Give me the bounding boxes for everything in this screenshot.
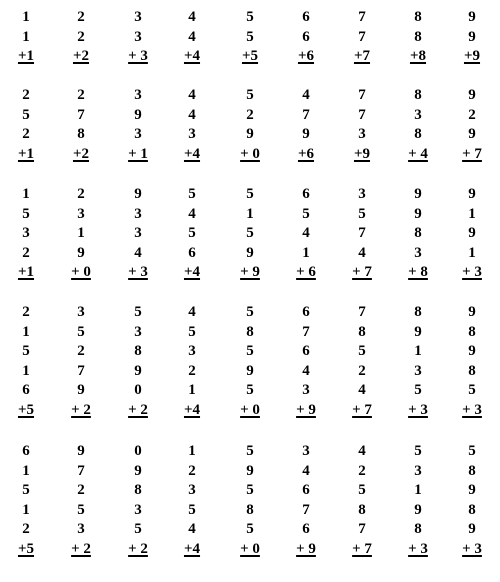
addend-cell: 9 — [414, 205, 422, 222]
addend-cell: 5 — [246, 225, 254, 242]
addend-row — [0, 8, 500, 28]
addend-row — [0, 481, 500, 501]
addend-cell: 7 — [358, 87, 366, 103]
addend-cell: 5 — [302, 205, 310, 222]
addend-cell: 5 — [134, 304, 142, 320]
addend-cell: 1 — [468, 244, 476, 261]
addend-cell: 9 — [414, 186, 422, 202]
addend-cell: 5 — [22, 106, 30, 123]
addend-cell: 5 — [358, 482, 366, 499]
last-addend-cell: + 3 — [128, 48, 148, 65]
addend-cell: 5 — [246, 482, 254, 499]
addend-row — [0, 125, 500, 145]
addend-cell: 8 — [414, 521, 422, 538]
addend-cell: 3 — [134, 225, 142, 242]
addend-cell: 3 — [134, 501, 142, 518]
last-addend-cell: + 3 — [408, 401, 428, 418]
addend-cell: 5 — [246, 521, 254, 538]
addend-cell: 9 — [246, 244, 254, 261]
addend-cell: 5 — [246, 87, 254, 103]
addend-cell: 3 — [134, 28, 142, 45]
problem-block — [0, 86, 500, 164]
addend-cell: 2 — [188, 362, 196, 379]
addend-cell: 1 — [414, 343, 422, 360]
addend-cell: 3 — [77, 304, 85, 320]
addend-cell: 4 — [188, 205, 196, 222]
addend-cell: 7 — [358, 521, 366, 538]
addend-row — [0, 442, 500, 462]
addend-row — [0, 86, 500, 106]
addend-cell: 1 — [22, 28, 30, 45]
addend-cell: 6 — [302, 482, 310, 499]
addend-cell: 9 — [77, 244, 85, 261]
addend-cell: 1 — [302, 244, 310, 261]
last-addend-cell: +4 — [183, 401, 201, 418]
addend-cell: 5 — [77, 323, 85, 340]
addend-cell: 2 — [22, 521, 30, 538]
addend-cell: 5 — [188, 501, 196, 518]
addend-cell: 9 — [468, 482, 476, 499]
addend-cell: 5 — [414, 443, 422, 459]
addend-cell: 9 — [468, 126, 476, 143]
addend-cell: 9 — [77, 382, 85, 399]
last-addend-cell: + 0 — [71, 264, 91, 281]
addend-cell: 8 — [134, 482, 142, 499]
addend-cell: 5 — [246, 343, 254, 360]
addend-cell: 3 — [188, 482, 196, 499]
last-addend-cell: + 3 — [408, 540, 428, 557]
addend-row — [0, 244, 500, 264]
addend-cell: 9 — [246, 126, 254, 143]
addend-cell: 8 — [468, 323, 476, 340]
addend-cell: 8 — [414, 126, 422, 143]
addend-cell: 0 — [134, 382, 142, 399]
addend-cell: 3 — [358, 186, 366, 202]
addend-cell: 9 — [246, 462, 254, 479]
addend-cell: 2 — [358, 462, 366, 479]
addend-cell: 5 — [246, 304, 254, 320]
last-addend-cell: +1 — [17, 145, 35, 162]
addend-cell: 9 — [77, 443, 85, 459]
last-addend-cell: +5 — [17, 401, 35, 418]
addend-cell: 4 — [302, 362, 310, 379]
addend-cell: 8 — [468, 362, 476, 379]
last-addend-cell: + 9 — [240, 264, 260, 281]
addend-cell: 9 — [414, 501, 422, 518]
addend-cell: 3 — [358, 126, 366, 143]
addend-cell: 5 — [246, 443, 254, 459]
addend-cell: 8 — [468, 501, 476, 518]
addend-cell: 4 — [302, 87, 310, 103]
addend-cell: 5 — [414, 382, 422, 399]
addend-cell: 8 — [77, 126, 85, 143]
addend-cell: 8 — [414, 9, 422, 25]
addend-cell: 3 — [77, 205, 85, 222]
addend-row-last — [0, 47, 500, 67]
last-addend-cell: + 3 — [462, 264, 482, 281]
addend-row — [0, 28, 500, 48]
addend-cell: 2 — [77, 343, 85, 360]
addend-cell: 1 — [246, 205, 254, 222]
last-addend-cell: +5 — [17, 540, 35, 557]
addend-cell: 2 — [77, 186, 85, 202]
addend-cell: 7 — [358, 28, 366, 45]
addend-cell: 8 — [414, 28, 422, 45]
last-addend-cell: + 7 — [462, 145, 482, 162]
addend-cell: 5 — [134, 521, 142, 538]
addend-cell: 3 — [188, 343, 196, 360]
addend-cell: 5 — [468, 443, 476, 459]
last-addend-cell: +2 — [72, 48, 90, 65]
addend-cell: 3 — [134, 323, 142, 340]
last-addend-cell: +9 — [353, 145, 371, 162]
addend-cell: 1 — [188, 382, 196, 399]
addend-cell: 9 — [468, 304, 476, 320]
addend-cell: 4 — [302, 462, 310, 479]
last-addend-cell: +6 — [297, 48, 315, 65]
addend-row — [0, 323, 500, 343]
addend-cell: 0 — [134, 443, 142, 459]
addend-cell: 2 — [77, 28, 85, 45]
addend-cell: 8 — [414, 87, 422, 103]
last-addend-cell: + 7 — [352, 264, 372, 281]
last-addend-cell: + 3 — [128, 264, 148, 281]
addend-cell: 5 — [77, 501, 85, 518]
addend-cell: 9 — [468, 343, 476, 360]
addend-cell: 7 — [302, 106, 310, 123]
last-addend-cell: + 6 — [296, 264, 316, 281]
addend-cell: 3 — [77, 521, 85, 538]
last-addend-cell: + 7 — [352, 540, 372, 557]
addend-cell: 3 — [22, 225, 30, 242]
addend-cell: 1 — [22, 323, 30, 340]
addend-cell: 9 — [134, 462, 142, 479]
addend-cell: 9 — [134, 186, 142, 202]
addend-cell: 1 — [414, 482, 422, 499]
addend-cell: 8 — [414, 304, 422, 320]
last-addend-cell: +2 — [72, 145, 90, 162]
addend-cell: 5 — [22, 343, 30, 360]
addend-row — [0, 381, 500, 401]
last-addend-cell: + 2 — [128, 540, 148, 557]
last-addend-cell: +9 — [463, 48, 481, 65]
addend-cell: 9 — [468, 28, 476, 45]
addend-cell: 3 — [134, 87, 142, 103]
addend-row — [0, 462, 500, 482]
addend-cell: 8 — [134, 343, 142, 360]
last-addend-cell: + 4 — [408, 145, 428, 162]
addend-cell: 3 — [414, 362, 422, 379]
addend-cell: 3 — [302, 382, 310, 399]
addend-cell: 6 — [302, 9, 310, 25]
addend-cell: 1 — [77, 225, 85, 242]
addend-cell: 9 — [134, 106, 142, 123]
addend-cell: 8 — [358, 501, 366, 518]
addend-cell: 5 — [358, 205, 366, 222]
addend-cell: 3 — [134, 126, 142, 143]
addend-cell: 7 — [77, 462, 85, 479]
addend-row — [0, 205, 500, 225]
last-addend-cell: +8 — [409, 48, 427, 65]
addend-cell: 9 — [302, 126, 310, 143]
problem-block — [0, 8, 500, 67]
addend-cell: 2 — [77, 87, 85, 103]
addend-cell: 3 — [302, 443, 310, 459]
addend-row-last — [0, 540, 500, 560]
addend-cell: 8 — [246, 501, 254, 518]
last-addend-cell: + 3 — [462, 540, 482, 557]
addend-cell: 4 — [358, 382, 366, 399]
addend-cell: 5 — [188, 225, 196, 242]
problem-block — [0, 442, 500, 560]
addend-cell: 1 — [22, 501, 30, 518]
addend-cell: 5 — [468, 382, 476, 399]
last-addend-cell: + 9 — [296, 401, 316, 418]
addend-cell: 2 — [468, 106, 476, 123]
addend-cell: 9 — [414, 323, 422, 340]
addend-cell: 4 — [188, 106, 196, 123]
addend-cell: 1 — [22, 462, 30, 479]
addend-cell: 4 — [188, 9, 196, 25]
addend-cell: 2 — [188, 462, 196, 479]
addend-cell: 1 — [22, 362, 30, 379]
addend-cell: 6 — [22, 382, 30, 399]
addend-cell: 2 — [246, 106, 254, 123]
addend-cell: 3 — [188, 126, 196, 143]
addend-cell: 6 — [302, 521, 310, 538]
addend-cell: 9 — [468, 87, 476, 103]
addend-cell: 4 — [188, 87, 196, 103]
addend-cell: 9 — [134, 362, 142, 379]
addend-cell: 9 — [468, 521, 476, 538]
addend-cell: 5 — [188, 323, 196, 340]
addend-cell: 5 — [246, 9, 254, 25]
addend-cell: 3 — [414, 106, 422, 123]
addend-cell: 9 — [468, 9, 476, 25]
addend-row — [0, 342, 500, 362]
addend-cell: 4 — [358, 443, 366, 459]
addend-cell: 8 — [468, 462, 476, 479]
addend-cell: 3 — [414, 462, 422, 479]
addend-cell: 8 — [358, 323, 366, 340]
addend-cell: 5 — [358, 343, 366, 360]
addend-cell: 5 — [246, 28, 254, 45]
addend-row — [0, 106, 500, 126]
last-addend-cell: + 0 — [240, 401, 260, 418]
last-addend-cell: + 8 — [408, 264, 428, 281]
last-addend-cell: + 1 — [128, 145, 148, 162]
addend-row — [0, 520, 500, 540]
addend-cell: 4 — [134, 244, 142, 261]
addend-cell: 2 — [22, 126, 30, 143]
addend-cell: 9 — [246, 362, 254, 379]
addend-cell: 6 — [302, 304, 310, 320]
last-addend-cell: +5 — [241, 48, 259, 65]
addend-cell: 7 — [302, 323, 310, 340]
addend-cell: 7 — [358, 106, 366, 123]
addend-cell: 8 — [246, 323, 254, 340]
addend-cell: 5 — [22, 482, 30, 499]
last-addend-cell: + 2 — [71, 540, 91, 557]
addend-row-last — [0, 145, 500, 165]
addend-cell: 6 — [302, 186, 310, 202]
addend-cell: 3 — [134, 205, 142, 222]
addend-row — [0, 501, 500, 521]
addend-cell: 2 — [22, 304, 30, 320]
last-addend-cell: +1 — [17, 48, 35, 65]
last-addend-cell: +4 — [183, 264, 201, 281]
addend-row — [0, 303, 500, 323]
last-addend-cell: + 3 — [462, 401, 482, 418]
addend-cell: 9 — [468, 186, 476, 202]
addend-cell: 2 — [77, 482, 85, 499]
addend-cell: 1 — [468, 205, 476, 222]
addend-cell: 9 — [468, 225, 476, 242]
last-addend-cell: + 9 — [296, 540, 316, 557]
addend-cell: 6 — [22, 443, 30, 459]
addend-cell: 6 — [188, 244, 196, 261]
addend-cell: 4 — [188, 521, 196, 538]
addend-cell: 7 — [358, 304, 366, 320]
addend-cell: 6 — [302, 343, 310, 360]
last-addend-cell: + 2 — [71, 401, 91, 418]
addend-cell: 7 — [358, 225, 366, 242]
addend-cell: 2 — [358, 362, 366, 379]
problem-block — [0, 185, 500, 283]
addend-cell: 5 — [188, 186, 196, 202]
addend-cell: 2 — [22, 244, 30, 261]
last-addend-cell: +4 — [183, 48, 201, 65]
addend-cell: 4 — [188, 304, 196, 320]
addend-cell: 7 — [77, 106, 85, 123]
addend-cell: 1 — [22, 186, 30, 202]
addend-cell: 7 — [358, 9, 366, 25]
last-addend-cell: + 7 — [352, 401, 372, 418]
addend-row-last — [0, 263, 500, 283]
addend-cell: 5 — [246, 186, 254, 202]
addend-cell: 7 — [77, 362, 85, 379]
addend-cell: 8 — [414, 225, 422, 242]
addend-cell: 5 — [246, 382, 254, 399]
last-addend-cell: +7 — [353, 48, 371, 65]
addend-cell: 3 — [414, 244, 422, 261]
addend-cell: 4 — [188, 28, 196, 45]
problem-block — [0, 303, 500, 421]
addend-cell: 5 — [22, 205, 30, 222]
addend-cell: 7 — [302, 501, 310, 518]
last-addend-cell: + 2 — [128, 401, 148, 418]
addend-cell: 2 — [77, 9, 85, 25]
addend-cell: 2 — [22, 87, 30, 103]
last-addend-cell: +1 — [17, 264, 35, 281]
addend-row — [0, 362, 500, 382]
addend-cell: 1 — [22, 9, 30, 25]
addend-row — [0, 224, 500, 244]
last-addend-cell: +4 — [183, 540, 201, 557]
last-addend-cell: + 0 — [240, 540, 260, 557]
addend-cell: 1 — [188, 443, 196, 459]
addend-cell: 4 — [302, 225, 310, 242]
addend-cell: 6 — [302, 28, 310, 45]
addend-cell: 3 — [134, 9, 142, 25]
last-addend-cell: + 0 — [240, 145, 260, 162]
addend-cell: 4 — [358, 244, 366, 261]
addend-row — [0, 185, 500, 205]
last-addend-cell: +4 — [183, 145, 201, 162]
last-addend-cell: +6 — [297, 145, 315, 162]
addend-row-last — [0, 401, 500, 421]
